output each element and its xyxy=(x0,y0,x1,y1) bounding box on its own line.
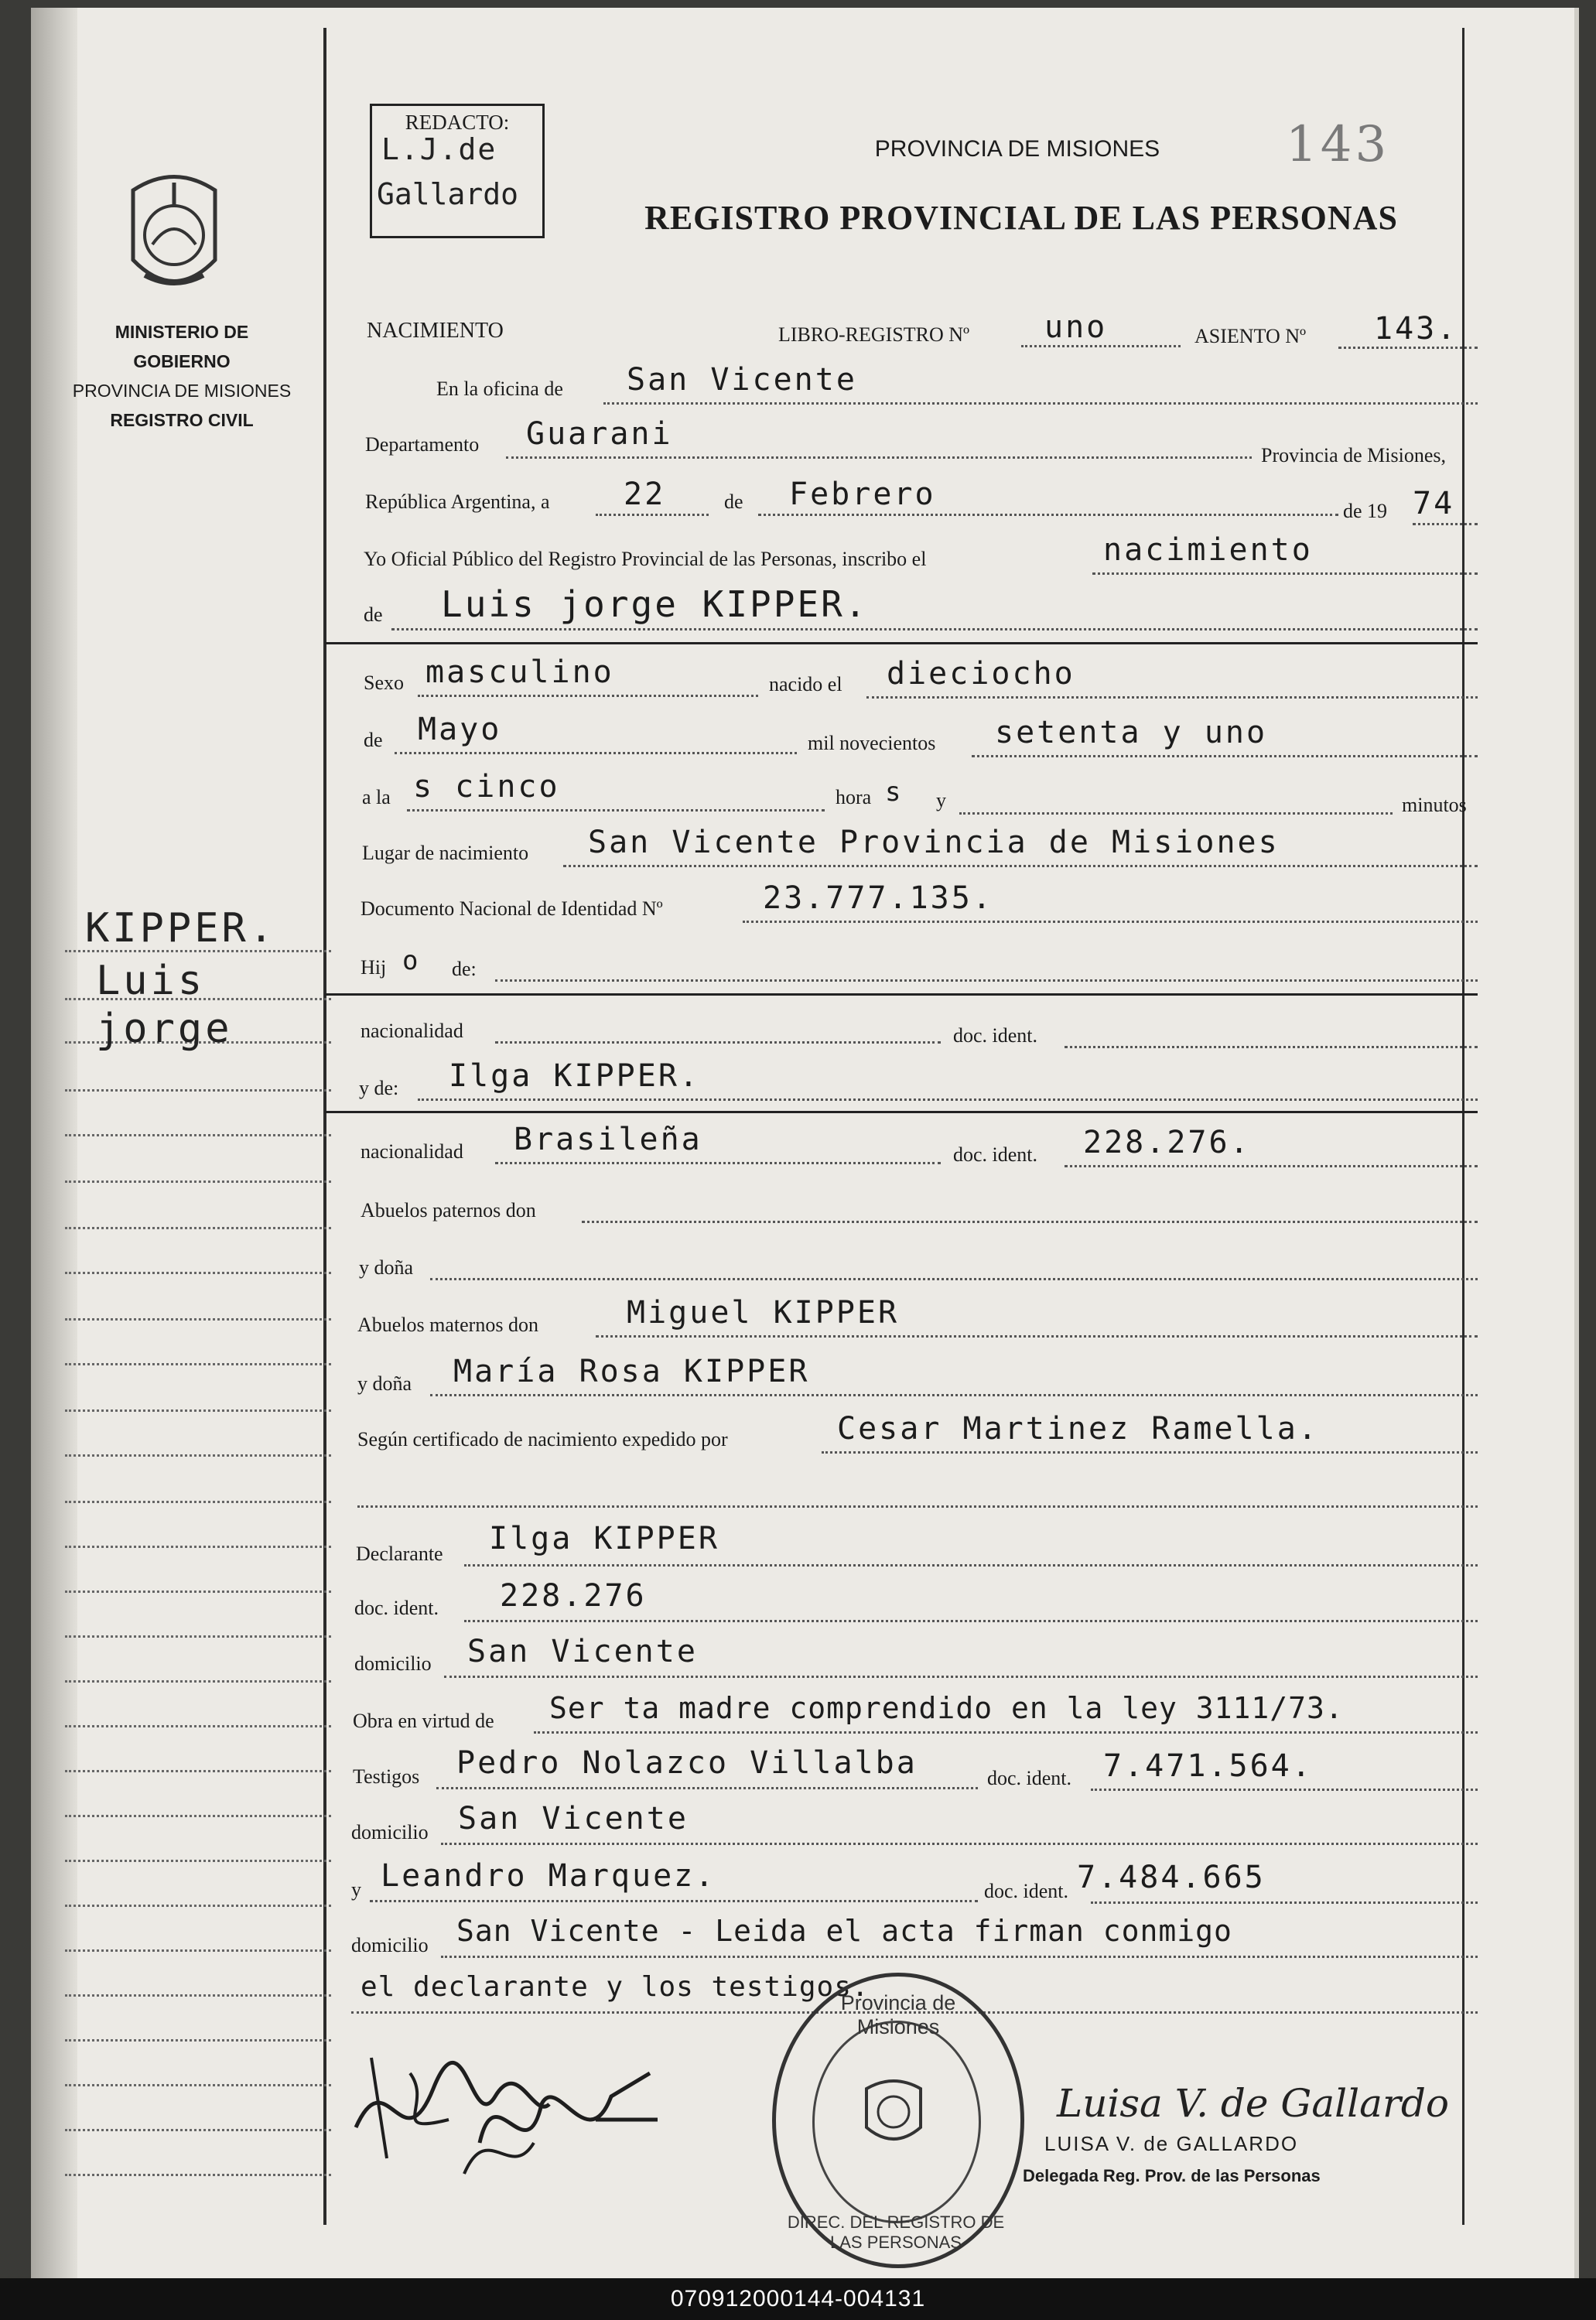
margin-line xyxy=(65,1409,331,1412)
nacionalidad-line xyxy=(495,1041,941,1044)
nombre-value: Luis jorge KIPPER. xyxy=(441,583,869,625)
mil-value: setenta y uno xyxy=(995,715,1268,750)
minutos-line xyxy=(959,812,1393,815)
mes-line xyxy=(758,514,1338,516)
abuelos-paternos-label: Abuelos paternos don xyxy=(361,1199,536,1222)
horas-suffix: s xyxy=(885,777,904,808)
nacido-line xyxy=(866,696,1478,699)
domicilio2-line xyxy=(441,1843,1478,1845)
declarante-line xyxy=(464,1564,1478,1567)
right-border-rule xyxy=(1462,28,1464,2225)
declarante-label: Declarante xyxy=(356,1543,443,1565)
oficial-label: Yo Oficial Público del Registro Provincial de las Personas, inscribo el xyxy=(364,548,927,570)
ministry-header xyxy=(70,317,294,435)
margin-line xyxy=(65,1591,331,1593)
page-number: 143 xyxy=(1286,116,1390,173)
doc-ident2-value: 228.276. xyxy=(1083,1125,1251,1160)
libro-label: LIBRO-REGISTRO Nº xyxy=(778,323,970,346)
margin-line xyxy=(65,1318,331,1321)
minutos-label: minutos xyxy=(1402,794,1467,816)
stamp-top-text: Provincia de Misiones xyxy=(840,1991,956,2038)
sexo-line xyxy=(418,695,758,697)
mes2-line xyxy=(395,752,797,754)
nacionalidad2-label: nacionalidad xyxy=(361,1140,463,1163)
archive-id-footer: 070912000144-004131 xyxy=(0,2278,1596,2320)
margin-line xyxy=(65,1181,331,1183)
dia-value: 22 xyxy=(624,477,666,512)
dni-label: Documento Nacional de Identidad Nº xyxy=(361,897,663,920)
ydona2-label: y doña xyxy=(357,1372,412,1395)
domicilio-value: San Vicente xyxy=(467,1634,698,1669)
padre-line xyxy=(495,979,1478,982)
testigo2-doc-label: doc. ident. xyxy=(984,1880,1069,1902)
registry-title: REGISTRO PROVINCIAL DE LAS PERSONAS xyxy=(644,199,1398,237)
margin-rule xyxy=(323,28,326,2225)
abuela-mat-line xyxy=(430,1394,1478,1396)
dni-value: 23.777.135. xyxy=(763,880,993,916)
nombre-line xyxy=(391,628,1478,630)
margin-line xyxy=(65,2174,331,2176)
oficial-value: nacimiento xyxy=(1103,532,1313,568)
libro-line xyxy=(1021,345,1181,347)
dia-line xyxy=(596,514,709,516)
departamento-line xyxy=(506,456,1252,459)
nacionalidad2-line xyxy=(495,1162,941,1164)
obra-value: Ser ta madre comprendido en la ley 3111/73. xyxy=(549,1691,1344,1725)
ministry-line-1: MINISTERIO DE GOBIERNO xyxy=(114,322,249,371)
oficina-line xyxy=(603,402,1478,405)
margin-line xyxy=(65,2039,331,2042)
testigo1-doc-line xyxy=(1091,1789,1478,1791)
margin-given-name-2: jorge xyxy=(96,1006,233,1052)
sexo-label: Sexo xyxy=(364,671,404,694)
nacido-value: dieciocho xyxy=(887,656,1075,692)
oficina-value: San Vicente xyxy=(627,362,857,398)
anio-value: 74 xyxy=(1413,486,1455,521)
domicilio-line xyxy=(444,1676,1478,1678)
margin-line xyxy=(65,1905,331,1907)
testigo2-doc-line xyxy=(1091,1901,1478,1904)
redacto-handwriting-2: Gallardo xyxy=(377,177,519,211)
anio-label: de 19 xyxy=(1343,500,1388,522)
asiento-line xyxy=(1338,347,1478,349)
official-signature: Luisa V. de Gallardo xyxy=(1057,2081,1449,2126)
testigo1-doc-value: 7.471.564. xyxy=(1103,1748,1313,1784)
testigo2-value: Leandro Marquez. xyxy=(381,1858,716,1894)
nacido-label: nacido el xyxy=(769,673,842,695)
margin-line xyxy=(65,1089,331,1092)
obra-line xyxy=(534,1731,1478,1734)
asiento-value: 143. xyxy=(1374,311,1458,347)
de2-label: de xyxy=(364,729,383,751)
lugar-label: Lugar de nacimiento xyxy=(362,842,529,864)
margin-line xyxy=(65,2084,331,2086)
testigo1-value: Pedro Nolazco Villalba xyxy=(456,1745,918,1781)
official-role: Delegada Reg. Prov. de las Personas xyxy=(1023,2166,1321,2185)
decl-doc-label: doc. ident. xyxy=(354,1597,439,1619)
ydona-label: y doña xyxy=(359,1256,414,1279)
provincia-label: Provincia de Misiones, xyxy=(1261,444,1447,466)
de-label: de xyxy=(724,490,743,513)
domicilio3-label: domicilio xyxy=(351,1934,429,1956)
section-divider-1 xyxy=(325,642,1478,644)
testigos-label: Testigos xyxy=(353,1765,420,1788)
abuelos-maternos-label: Abuelos maternos don xyxy=(357,1314,538,1336)
ala-label: a la xyxy=(362,786,391,808)
hijo-suffix: o xyxy=(402,945,421,976)
margin-line xyxy=(65,1725,331,1727)
domicilio3-value: San Vicente - Leida el acta firman conmigo xyxy=(456,1914,1232,1948)
ministry-line-2: PROVINCIA DE MISIONES xyxy=(72,381,292,401)
y-label: y xyxy=(936,789,946,811)
madre-line xyxy=(418,1098,1478,1101)
testigo1-doc-label: doc. ident. xyxy=(987,1767,1072,1789)
obra-label: Obra en virtud de xyxy=(353,1710,494,1732)
decl-doc-line xyxy=(464,1620,1478,1622)
domicilio2-label: domicilio xyxy=(351,1821,429,1843)
nacionalidad2-value: Brasileña xyxy=(514,1122,702,1157)
margin-surname: KIPPER. xyxy=(85,905,277,952)
horas-label: hora xyxy=(836,786,872,808)
hijo-de-label: de: xyxy=(452,958,477,980)
ministry-line-3: REGISTRO CIVIL xyxy=(110,410,254,430)
sexo-value: masculino xyxy=(425,654,614,690)
domicilio2-value: San Vicente xyxy=(458,1801,689,1837)
margin-line xyxy=(65,1994,331,1997)
section-divider-2 xyxy=(325,993,1478,996)
margin-given-name-1: Luis xyxy=(96,958,206,1004)
departamento-label: Departamento xyxy=(365,433,480,456)
cierre-value: el declarante y los testigos. xyxy=(361,1971,870,2003)
segun-line xyxy=(822,1451,1478,1454)
domicilio-label: domicilio xyxy=(354,1652,432,1675)
witness-signatures xyxy=(340,2027,665,2182)
oficial-line xyxy=(1092,572,1478,575)
mil-label: mil novecientos xyxy=(808,732,936,754)
official-name: LUISA V. de GALLARDO xyxy=(1044,2132,1299,2155)
province-title: PROVINCIA DE MISIONES xyxy=(874,136,1160,162)
lugar-line xyxy=(563,865,1478,867)
dni-line xyxy=(743,921,1478,923)
section-divider-3 xyxy=(325,1111,1478,1113)
republica-label: República Argentina, a xyxy=(365,490,550,513)
abuelo-mat-value: Miguel KIPPER xyxy=(627,1295,900,1331)
abuela-mat-value: María Rosa KIPPER xyxy=(453,1354,810,1389)
margin-line xyxy=(65,2129,331,2131)
segun-line-2 xyxy=(357,1505,1478,1508)
decl-doc-value: 228.276 xyxy=(500,1578,647,1614)
hijo-label: Hij xyxy=(361,956,387,979)
mes-value: Febrero xyxy=(789,477,936,512)
testigo1-line xyxy=(436,1787,978,1789)
oficina-label: En la oficina de xyxy=(436,378,563,400)
margin-line xyxy=(65,1949,331,1952)
margin-line xyxy=(65,1134,331,1136)
margin-line xyxy=(65,1680,331,1683)
margin-line xyxy=(65,1227,331,1229)
segun-label: Según certificado de nacimiento expedido por xyxy=(357,1428,728,1450)
stamp-emblem-icon xyxy=(859,2073,928,2151)
redacto-handwriting-1: L.J.de xyxy=(381,132,497,166)
testigo2-line xyxy=(370,1900,978,1902)
redacto-box xyxy=(370,104,545,238)
hora-line xyxy=(407,809,825,811)
mes2-value: Mayo xyxy=(418,712,502,747)
abuelo-pat-line xyxy=(582,1221,1478,1223)
anio-line xyxy=(1413,523,1478,525)
nacimiento-label: NACIMIENTO xyxy=(367,319,504,343)
doc-ident-line xyxy=(1065,1046,1478,1048)
redacto-label: REDACTO: xyxy=(405,111,510,134)
libro-value: uno xyxy=(1044,309,1108,345)
margin-line xyxy=(65,1454,331,1457)
segun-value: Cesar Martinez Ramella. xyxy=(837,1411,1319,1447)
yde-label: y de: xyxy=(359,1077,399,1099)
doc-ident-label: doc. ident. xyxy=(953,1024,1038,1047)
asiento-label: ASIENTO Nº xyxy=(1194,325,1307,347)
testigo2-doc-value: 7.484.665 xyxy=(1077,1860,1266,1895)
domicilio3-line xyxy=(441,1956,1478,1958)
stamp-bottom-text: DIREC. DEL REGISTRO DE LAS PERSONAS xyxy=(787,2212,1005,2252)
nacionalidad-label: nacionalidad xyxy=(361,1020,463,1042)
margin-line xyxy=(65,1272,331,1274)
madre-value: Ilga KIPPER. xyxy=(449,1058,700,1094)
de-nombre-label: de xyxy=(364,603,383,626)
margin-line xyxy=(65,1815,331,1817)
margin-line xyxy=(65,1635,331,1638)
margin-line xyxy=(65,1501,331,1503)
margin-line xyxy=(65,1860,331,1862)
margin-line xyxy=(65,1363,331,1365)
margin-line xyxy=(65,1546,331,1548)
abuelo-mat-line xyxy=(596,1335,1478,1338)
margin-line xyxy=(65,1770,331,1772)
hora-value: s cinco xyxy=(413,769,560,805)
departamento-value: Guarani xyxy=(526,416,673,452)
mil-line xyxy=(972,755,1478,757)
provincial-seal-icon xyxy=(118,167,231,297)
y2-label: y xyxy=(351,1878,361,1901)
declarante-value: Ilga KIPPER xyxy=(489,1521,719,1556)
lugar-value: San Vicente Provincia de Misiones xyxy=(588,825,1280,860)
doc-ident2-line xyxy=(1065,1165,1478,1167)
doc-ident2-label: doc. ident. xyxy=(953,1143,1038,1166)
abuela-pat-line xyxy=(430,1278,1478,1280)
